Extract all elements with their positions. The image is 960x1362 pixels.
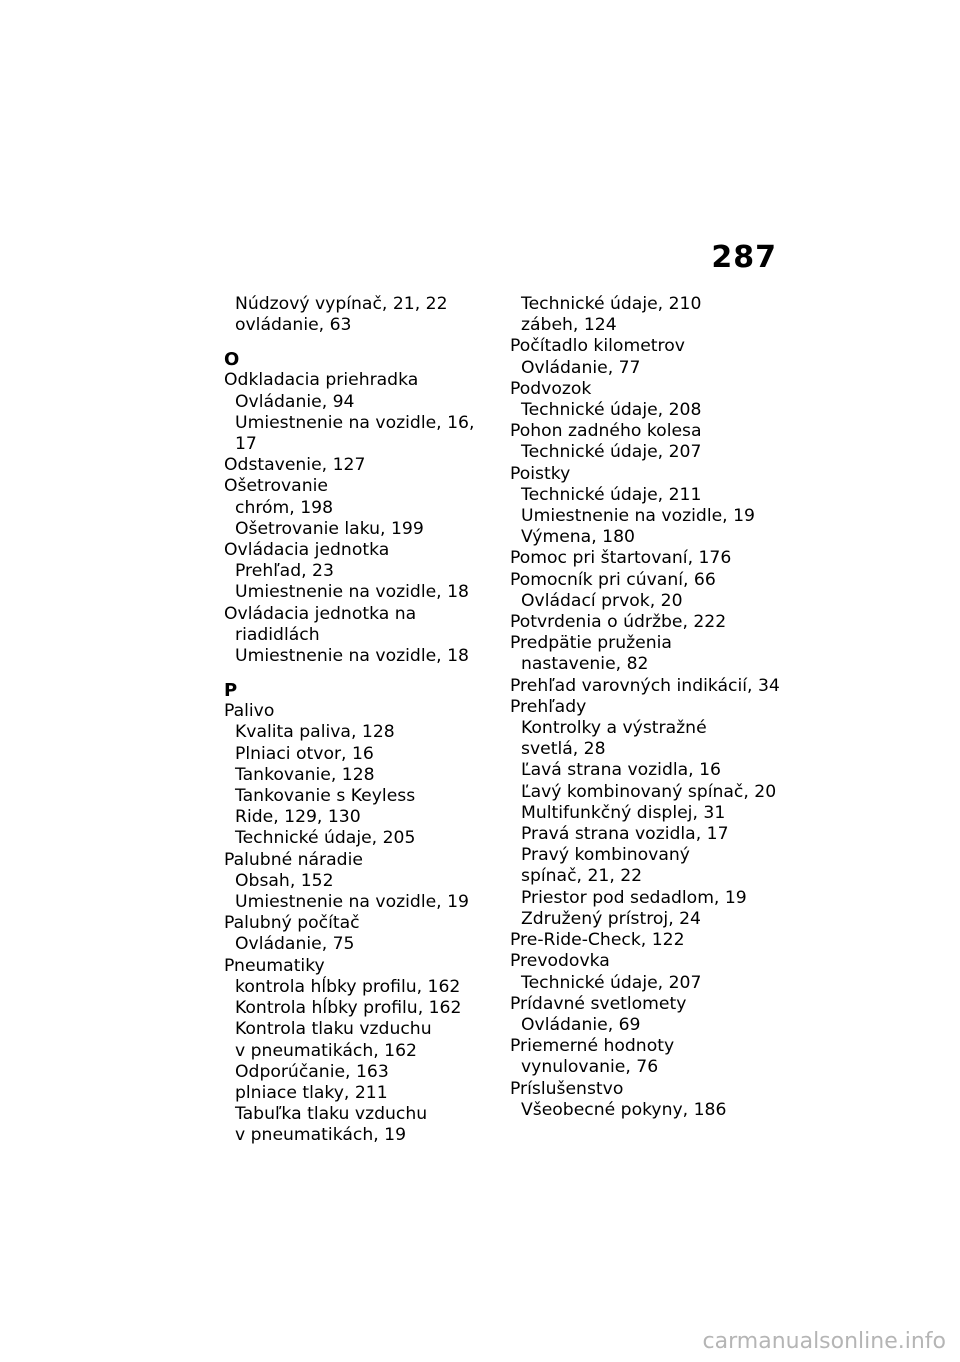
index-entry: Pneumatiky [224, 955, 325, 976]
index-subentry: Technické údaje, 210 [521, 294, 702, 314]
index-entry: Palubné náradie [224, 849, 363, 870]
index-entry: Ovládacia jednotka na [224, 603, 417, 624]
index-entry: Priemerné hodnoty [510, 1036, 675, 1057]
index-entry: Počítadlo kilometrov [510, 336, 685, 357]
index-subentry: Kontrola hĺbky profilu, 162 [235, 998, 462, 1019]
index-subentry: spínač, 21, 22 [521, 866, 643, 887]
index-subentry: Ľavá strana vozidla, 16 [521, 760, 721, 781]
index-subentry: Multifunkčný displej, 31 [521, 802, 726, 823]
index-subentry: Ošetrovanie laku, 199 [235, 518, 424, 539]
index-subentry: vynulovanie, 76 [521, 1057, 659, 1078]
index-subentry: Kontrolky a výstražné [521, 718, 707, 739]
index-subentry: v pneumatikách, 19 [235, 1125, 407, 1146]
index-subentry: Priestor pod sedadlom, 19 [521, 887, 747, 908]
index-subentry: Umiestnenie na vozidle, 19 [521, 506, 755, 527]
index-entry: Palivo [224, 701, 275, 722]
index-entry: Podvozok [510, 378, 592, 399]
index-entry: Palubný počítač [224, 913, 360, 934]
index-subentry: Núdzový vypínač, 21, 22 [235, 294, 448, 314]
index-subentry: Tankovanie, 128 [235, 764, 375, 785]
index-subentry: Ovládanie, 94 [235, 391, 355, 412]
index-subentry: Kvalita paliva, 128 [235, 722, 395, 743]
index-subentry: Technické údaje, 208 [521, 400, 702, 421]
index-subentry: 17 [235, 434, 257, 455]
index-subentry: zábeh, 124 [521, 315, 617, 336]
index-subentry: Technické údaje, 207 [521, 972, 702, 993]
index-section-letter: P [224, 680, 238, 702]
index-subentry: Pravá strana vozidla, 17 [521, 824, 729, 845]
index-entry: Prehľady [510, 696, 587, 717]
index-subentry: Prehľad, 23 [235, 561, 334, 582]
index-entry: Pomoc pri štartovaní, 176 [510, 548, 732, 569]
index-subentry: Združený prístroj, 24 [521, 908, 701, 929]
index-entry: Ovládacia jednotka [224, 540, 390, 561]
index-subentry: plniace tlaky, 211 [235, 1082, 388, 1103]
index-subentry: Ovládanie, 75 [235, 934, 355, 955]
index-subentry: v pneumatikách, 162 [235, 1040, 417, 1061]
index-subentry: Umiestnenie na vozidle, 18 [235, 646, 469, 667]
index-entry: Odkladacia priehradka [224, 370, 419, 391]
index-subentry: ovládanie, 63 [235, 315, 352, 336]
index-subentry: chróm, 198 [235, 497, 334, 518]
index-entry: Pohon zadného kolesa [510, 421, 702, 442]
index-entry: Ošetrovanie [224, 476, 328, 497]
index-entry: Prehľad varovných indikácií, 34 [510, 675, 780, 696]
index-entry: Odstavenie, 127 [224, 455, 366, 476]
index-column-left [224, 294, 494, 1147]
index-subentry: Ovládací prvok, 20 [521, 590, 683, 611]
index-subentry: Ride, 129, 130 [235, 807, 361, 828]
index-subentry: Obsah, 152 [235, 870, 334, 891]
index-subentry: Plniaci otvor, 16 [235, 743, 374, 764]
index-subentry: kontrola hĺbky profilu, 162 [235, 976, 461, 997]
index-subentry: Tabuľka tlaku vzduchu [235, 1104, 428, 1125]
index-subentry: Pravý kombinovaný [521, 845, 690, 866]
index-subentry: Umiestnenie na vozidle, 19 [235, 892, 469, 913]
page-number: 287 [711, 240, 777, 275]
index-entry: Prevodovka [510, 951, 610, 972]
index-subentry: Kontrola tlaku vzduchu [235, 1019, 432, 1040]
index-subentry: Umiestnenie na vozidle, 16, [235, 412, 475, 433]
index-subentry: Technické údaje, 211 [521, 484, 702, 505]
index-subentry: nastavenie, 82 [521, 654, 649, 675]
index-subentry: Ľavý kombinovaný spínač, 20 [521, 781, 777, 802]
index-subentry: Technické údaje, 207 [521, 442, 702, 463]
index-subentry: svetlá, 28 [521, 739, 606, 760]
index-section-letter: O [224, 349, 240, 371]
index-column-right [510, 294, 780, 1121]
watermark-text: carmanualsonline.info [702, 1329, 946, 1354]
index-entry: Potvrdenia o údržbe, 222 [510, 612, 727, 633]
index-subentry: riadidlách [235, 624, 320, 645]
index-subentry: Ovládanie, 77 [521, 357, 641, 378]
index-subentry: Výmena, 180 [521, 527, 635, 548]
index-entry: Príslušenstvo [510, 1078, 624, 1099]
index-entry: Predpätie pruženia [510, 633, 672, 654]
index-subentry: Tankovanie s Keyless [235, 786, 416, 807]
index-subentry: Technické údaje, 205 [235, 828, 416, 849]
index-entry: Pomocník pri cúvaní, 66 [510, 569, 716, 590]
index-entry: Prídavné svetlomety [510, 993, 687, 1014]
index-subentry: Umiestnenie na vozidle, 18 [235, 582, 469, 603]
index-subentry: Odporúčanie, 163 [235, 1061, 389, 1082]
index-entry: Pre-Ride-Check, 122 [510, 930, 685, 951]
index-subentry: Ovládanie, 69 [521, 1014, 641, 1035]
index-subentry: Všeobecné pokyny, 186 [521, 1099, 727, 1120]
index-entry: Poistky [510, 463, 571, 484]
